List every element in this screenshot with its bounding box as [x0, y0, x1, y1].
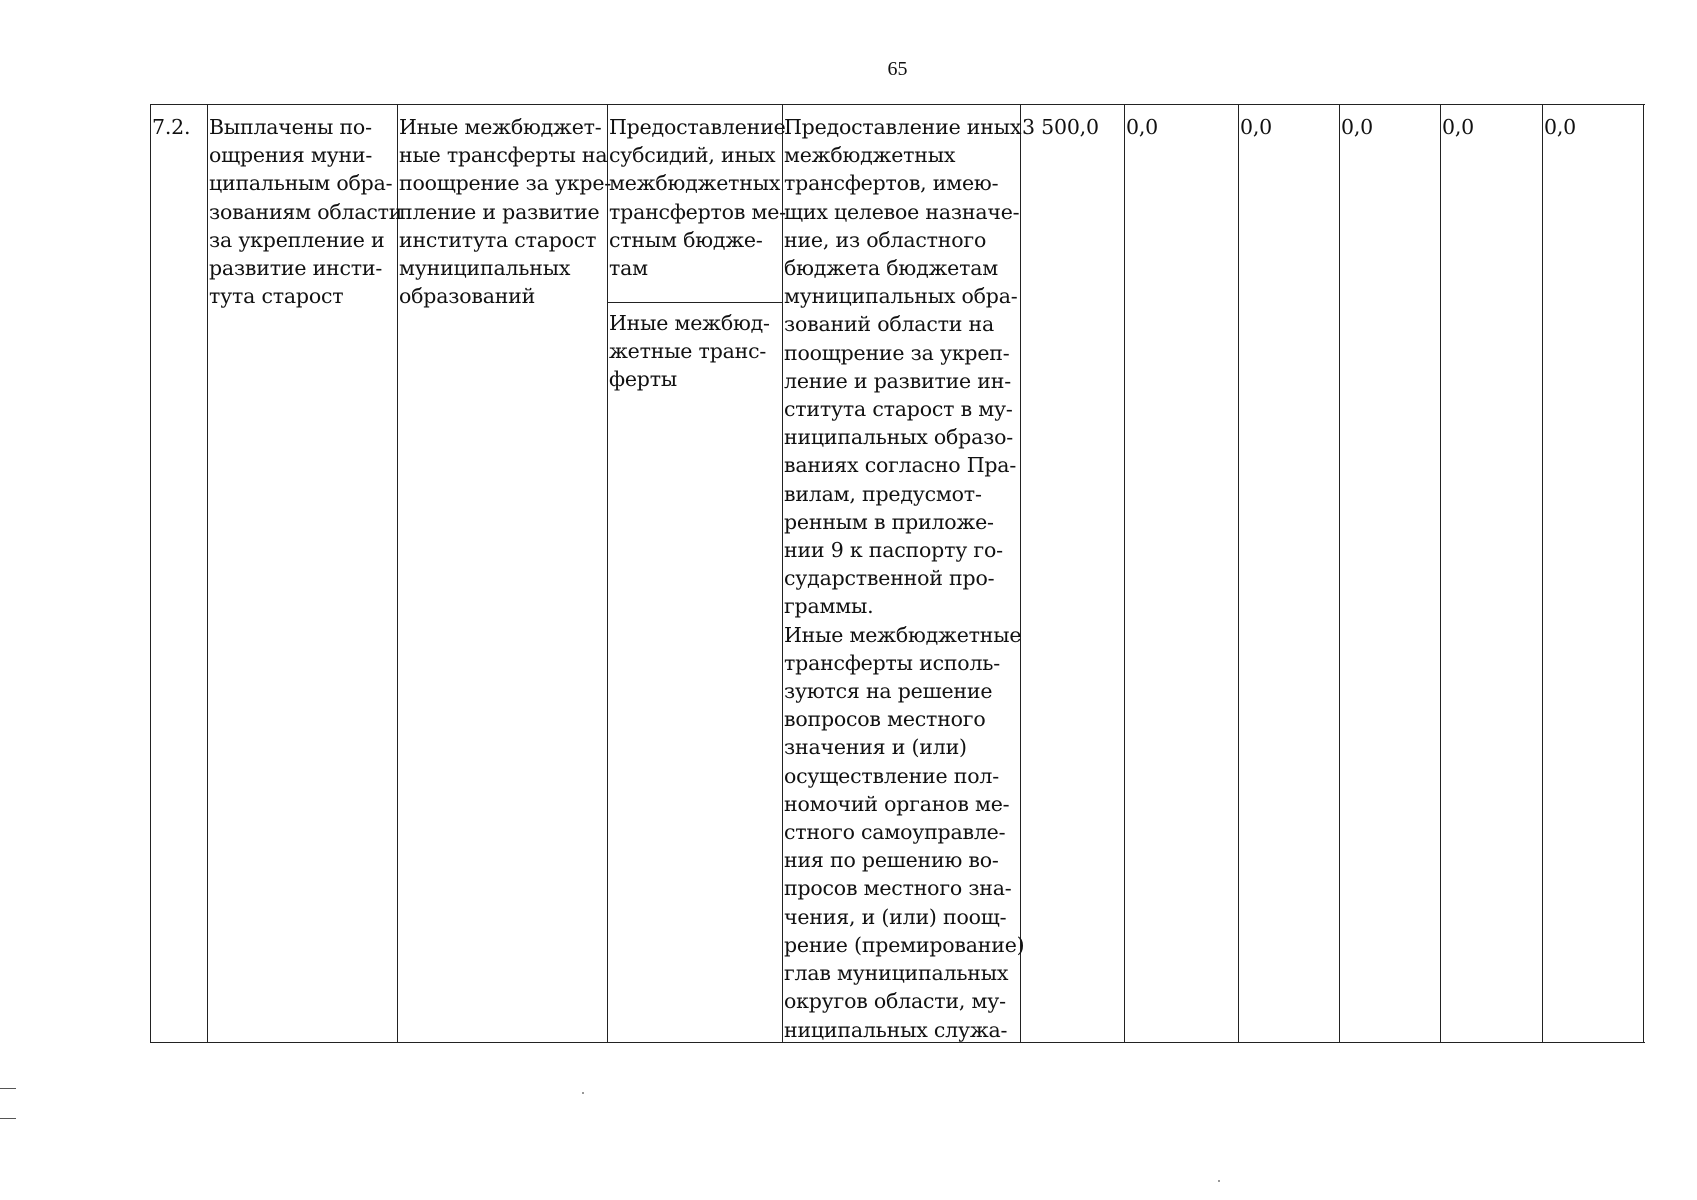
scan-speck	[582, 1092, 584, 1094]
column-divider	[1542, 105, 1543, 1042]
event-name-cell: Иные межбюджет- ные трансферты на поощрение за укре- пление и развитие института старост муниципальных образований	[399, 115, 612, 309]
value-cell-3: 0,0	[1240, 115, 1273, 139]
page-number: 65	[887, 58, 908, 80]
value-cell-4: 0,0	[1341, 115, 1374, 139]
scan-edge-mark	[0, 1088, 16, 1089]
funding-subtype-cell: Иные межбюд- жетные транс- ферты	[609, 311, 770, 392]
result-cell: Выплачены по- ощрения муни- ципальным обра- зованиям области за укрепление и развитие инсти- тута старост	[209, 115, 403, 309]
value-cell-2: 0,0	[1126, 115, 1159, 139]
scan-speck	[1218, 1180, 1220, 1182]
column-divider	[1238, 105, 1239, 1042]
row-number-cell: 7.2.	[152, 115, 191, 139]
column-divider	[1339, 105, 1340, 1042]
funding-subtype-divider	[607, 302, 782, 303]
column-divider	[207, 105, 208, 1042]
column-divider	[1124, 105, 1125, 1042]
value-cell-5: 0,0	[1442, 115, 1475, 139]
column-divider	[1440, 105, 1441, 1042]
description-cell: Предоставление иных межбюджетных трансфертов, имею- щих целевое назначе- ние, из областного бюджета бюджетам муниципальных обра- зований области на поощрение за укреп- ление и развитие ин- ститута старост в му- ниципальных образо- ваниях согласно Пра- вилам, предусмот- ренным в приложе- нии 9 к паспорту го- сударственной про- граммы. Иные межбюджетные трансферты исполь- зуются на решение вопросов местного значения и (или) осуществление пол- номочий органов ме- стного самоуправле- ния по решению во- просов местного зна- чения, и (или) поощ- рение (премирование) глав муниципальных округов области, му- ниципальных служа-	[784, 115, 1025, 1042]
funding-type-cell: Предоставление субсидий, иных межбюджетных трансфертов ме- стным бюдже- там	[609, 115, 786, 281]
table-border-right	[1643, 105, 1644, 1042]
value-cell-1: 3 500,0	[1022, 115, 1099, 139]
program-table	[150, 104, 1645, 1043]
scan-edge-mark	[0, 1118, 16, 1119]
value-cell-6: 0,0	[1544, 115, 1577, 139]
table-border-left	[150, 105, 151, 1042]
